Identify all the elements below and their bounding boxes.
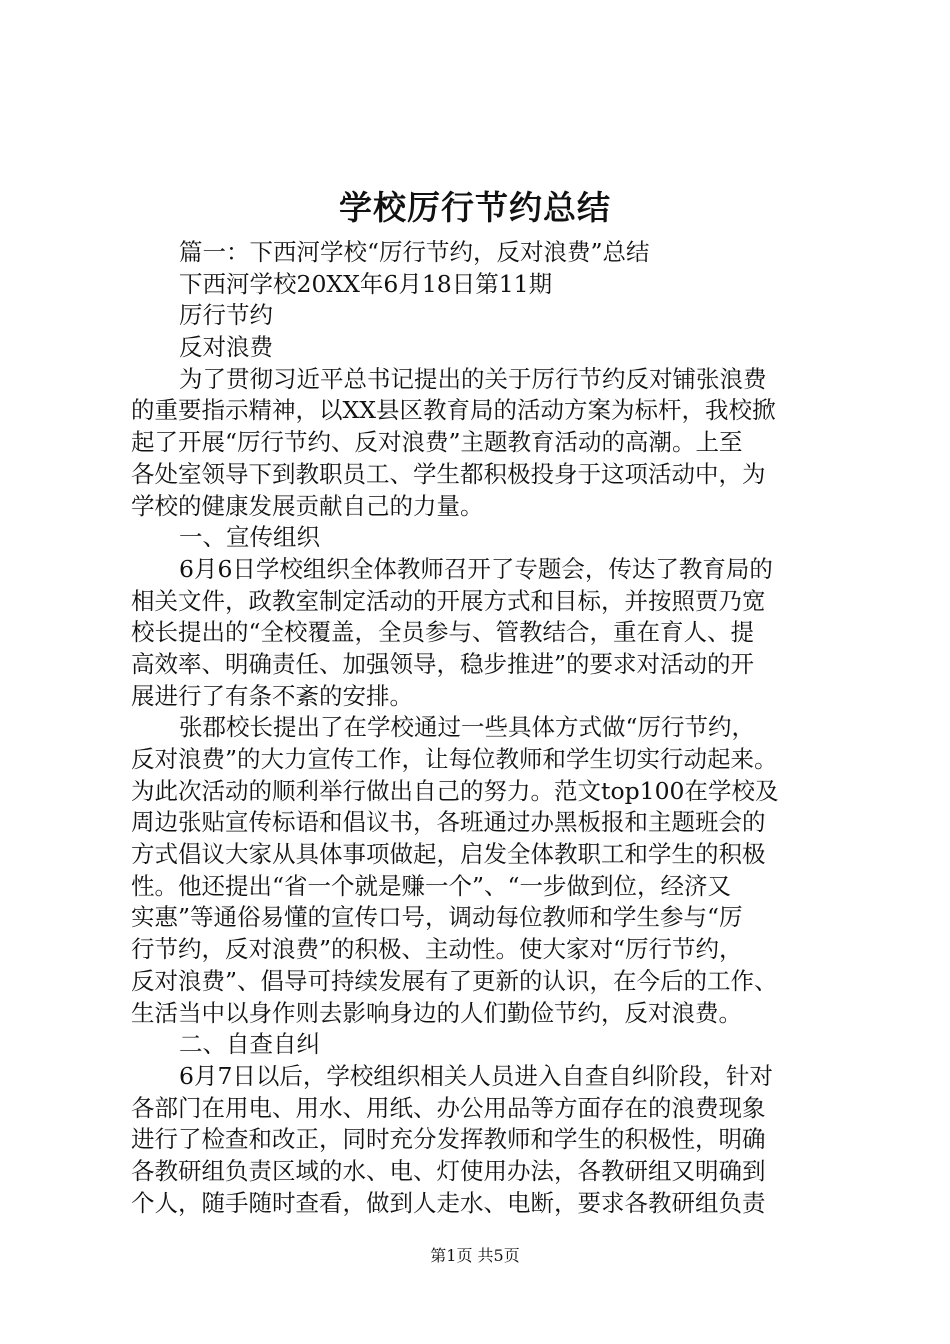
text-line: 6月7日以后，学校组织相关人员进入自查自纠阶段，针对 xyxy=(179,1061,773,1090)
text-line: 下西河学校20XX年6月18日第11期 xyxy=(179,269,553,298)
text-line: 方式倡议大家从具体事项做起，启发全体教职工和学生的积极 xyxy=(131,840,766,869)
text-line: 反对浪费”、倡导可持续发展有了更新的认识，在今后的工作、 xyxy=(131,966,778,995)
text-line: 篇一：下西河学校“厉行节约，反对浪费”总结 xyxy=(179,238,650,266)
text-line: 高效率、明确责任、加强领导，稳步推进”的要求对活动的开 xyxy=(131,649,755,678)
text-line: 生活当中以身作则去影响身边的人们勤俭节约，反对浪费。 xyxy=(131,998,742,1027)
text-line: 行节约，反对浪费”的积极、主动性。使大家对“厉行节约， xyxy=(131,935,743,964)
text-line: 实惠”等通俗易懂的宣传口号，调动每位教师和学生参与“厉 xyxy=(131,903,743,932)
text-line: 为此次活动的顺利举行做出自己的努力。范文top100在学校及 xyxy=(131,776,779,805)
section-heading: 二、自查自纠 xyxy=(179,1030,320,1059)
section-heading: 一、宣传组织 xyxy=(179,523,320,552)
text-line: 的重要指示精神，以XX县区教育局的活动方案为标杆，我校掀 xyxy=(131,396,776,425)
text-line: 为了贯彻习近平总书记提出的关于厉行节约反对铺张浪费 xyxy=(179,364,767,393)
text-line: 各处室领导下到教职员工、学生都积极投身于这项活动中，为 xyxy=(131,459,766,488)
text-line: 性。他还提出“省一个就是赚一个”、“一步做到位，经济又 xyxy=(131,871,732,900)
text-line: 周边张贴宣传标语和倡议书，各班通过办黑板报和主题班会的 xyxy=(131,808,766,837)
document-title: 学校厉行节约总结 xyxy=(339,188,611,227)
text-line: 反对浪费 xyxy=(179,333,273,362)
text-line: 个人，随手随时查看，做到人走水、电断，要求各教研组负责 xyxy=(131,1188,766,1217)
text-line: 6月6日学校组织全体教师召开了专题会，传达了教育局的 xyxy=(179,554,773,583)
page-footer: 第1页 共5页 xyxy=(430,1246,520,1265)
text-line: 各教研组负责区域的水、电、灯使用办法，各教研组又明确到 xyxy=(131,1156,766,1185)
text-line: 厉行节约 xyxy=(179,301,273,330)
text-line: 反对浪费”的大力宣传工作，让每位教师和学生切实行动起来。 xyxy=(131,745,778,773)
document-body xyxy=(131,237,831,1219)
text-line: 进行了检查和改正，同时充分发挥教师和学生的积极性，明确 xyxy=(131,1125,766,1154)
text-line: 展进行了有条不紊的安排。 xyxy=(131,681,413,710)
text-line: 相关文件，政教室制定活动的开展方式和目标，并按照贾乃宽 xyxy=(131,586,766,615)
text-line: 张郡校长提出了在学校通过一些具体方式做“厉行节约， xyxy=(179,713,756,742)
text-line: 学校的健康发展贡献自己的力量。 xyxy=(131,491,484,520)
text-line: 校长提出的“全校覆盖，全员参与、管教结合，重在育人、提 xyxy=(131,618,755,647)
text-line: 起了开展“厉行节约、反对浪费”主题教育活动的高潮。上至 xyxy=(131,428,743,457)
text-line: 各部门在用电、用水、用纸、办公用品等方面存在的浪费现象 xyxy=(131,1093,766,1122)
